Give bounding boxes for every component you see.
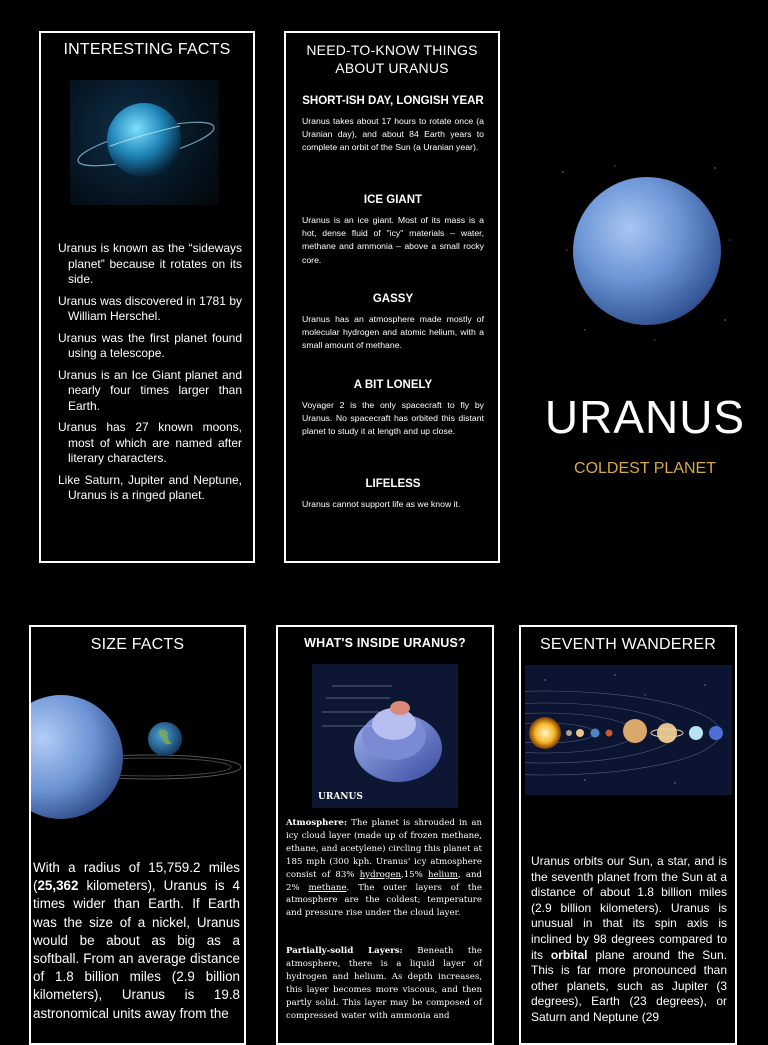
panel-title: WHAT'S INSIDE URANUS? (304, 636, 466, 650)
section-text: Uranus cannot support life as we know it. (302, 499, 461, 509)
section-text: Uranus has an atmosphere made mostly of molecular hydrogen and atomic helium, with a small amount of methane. (302, 314, 484, 351)
layers-paragraph (286, 945, 482, 1022)
hydrogen-link[interactable]: hydrogen (359, 869, 401, 880)
need-to-know-panel (284, 31, 500, 563)
seventh-wanderer-text (531, 854, 727, 1026)
inside-text-part: ,15% (400, 869, 429, 880)
section-gassy (302, 293, 484, 353)
section-ice-giant (302, 194, 484, 267)
atmosphere-label: Atmosphere: (286, 818, 348, 828)
section-heading: GASSY (372, 293, 414, 305)
layers-label: Partially-solid Layers: (286, 946, 403, 956)
fact-item: Uranus has 27 known moons, most of which are named after literary characters. (58, 420, 242, 465)
fact-item: Uranus was the first planet found using a telescope. (58, 330, 242, 360)
section-lifeless (302, 478, 484, 511)
size-facts-panel (29, 625, 246, 1045)
uranus-planet-image (555, 160, 735, 350)
fact-item: Like Saturn, Jupiter and Neptune, Uranus is a ringed planet. (58, 472, 242, 502)
size-text-part: With a radius of 15,759.2 miles ( (33, 860, 240, 894)
inside-text-part: The planet is shrouded in an icy cloud layer (made up of frozen methane, ethane, and acetylene) circling this planet at 185 mph (300 kph. Uranus' icy atmosphere consist of 83% (286, 818, 482, 880)
section-lonely (302, 379, 484, 439)
hero-subtitle: COLDEST PLANET (574, 460, 716, 477)
facts-list (58, 241, 242, 510)
size-facts-text (33, 859, 240, 1023)
diagram-label: URANUS (318, 792, 363, 802)
fact-item: Uranus is known as the “sideways planet” because it rotates on its side. (58, 241, 242, 286)
inside-text-part: , and 2% (286, 869, 482, 893)
section-heading: ICE GIANT (363, 194, 423, 206)
size-text-part: kilometers), Uranus is 4 times wider than Earth. If Earth was the size of a nickel, Uranus would be about as big as a softball. From an average distance of 1.8 billion miles (2.9 billion kilometers), Uranus is 19.8 astronomical units away from the (33, 878, 240, 1021)
section-text: Voyager 2 is the only spacecraft to fly by Uranus. No spacecraft has orbited this distant planet to study it at length and up close. (302, 400, 484, 437)
panel-title: SIZE FACTS (90, 636, 185, 653)
section-text: Uranus is an ice giant. Most of its mass is a hot, dense fluid of "icy" materials – water, methane and ammonia – above a small rocky core. (302, 215, 484, 265)
wander-text-part: plane around the Sun. This is far more pronounced than other planets, such as Jupiter (3 degrees), Earth (23 degrees), or Saturn and Neptune (29 (531, 947, 727, 1024)
fact-item: Uranus was discovered in 1781 by William Herschel. (58, 293, 242, 323)
inside-text-part: Beneath the atmosphere, there is a liquid layer of hydrogen and helium. As depth increases, this layer becomes more viscous, and then partly solid. This layer may be composed of compressed water with ammonia and (286, 946, 482, 1021)
hero-title: URANUS (544, 391, 746, 443)
whats-inside-panel (276, 625, 494, 1045)
uranus-ringed-image (70, 80, 219, 205)
panel-title: NEED-TO-KNOW THINGS ABOUT URANUS (306, 42, 478, 76)
fact-item: Uranus is an Ice Giant planet and nearly four times larger than Earth. (58, 367, 242, 413)
interesting-facts-panel (39, 31, 255, 563)
uranus-earth-comparison-image (31, 687, 244, 827)
wander-text-bold: orbital (550, 947, 588, 962)
inside-text-part: . The outer layers of the atmosphere are the coldest; temperature and pressure rise under the cloud layer. (286, 882, 482, 919)
section-heading: A BIT LONELY (353, 379, 433, 391)
section-heading: SHORT-ISH DAY, LONGISH YEAR (302, 95, 484, 107)
section-heading: LIFELESS (365, 478, 421, 490)
helium-link[interactable]: helium (428, 869, 458, 880)
panel-title: INTERESTING FACTS (63, 41, 231, 58)
section-day-year (302, 95, 484, 155)
solar-system-image (525, 665, 732, 795)
methane-link[interactable]: methane (308, 882, 347, 893)
wander-text-part: Uranus orbits our Sun, a star, and is the seventh planet from the Sun at a distance of about 1.8 billion miles (2.9 billion kilometers). Uranus is unusual in that its spin axis is inclined by 98 degrees compared to its (531, 854, 727, 962)
size-text-bold: 25,362 (37, 878, 79, 894)
panel-title: SEVENTH WANDERER (540, 636, 716, 653)
section-text: Uranus takes about 17 hours to rotate once (a Uranian day), and about 84 Earth years to complete an orbit of the Sun (a Uranian year). (302, 116, 484, 153)
atmosphere-paragraph (286, 817, 482, 920)
uranus-interior-diagram (312, 664, 458, 808)
seventh-wanderer-panel (519, 625, 737, 1045)
